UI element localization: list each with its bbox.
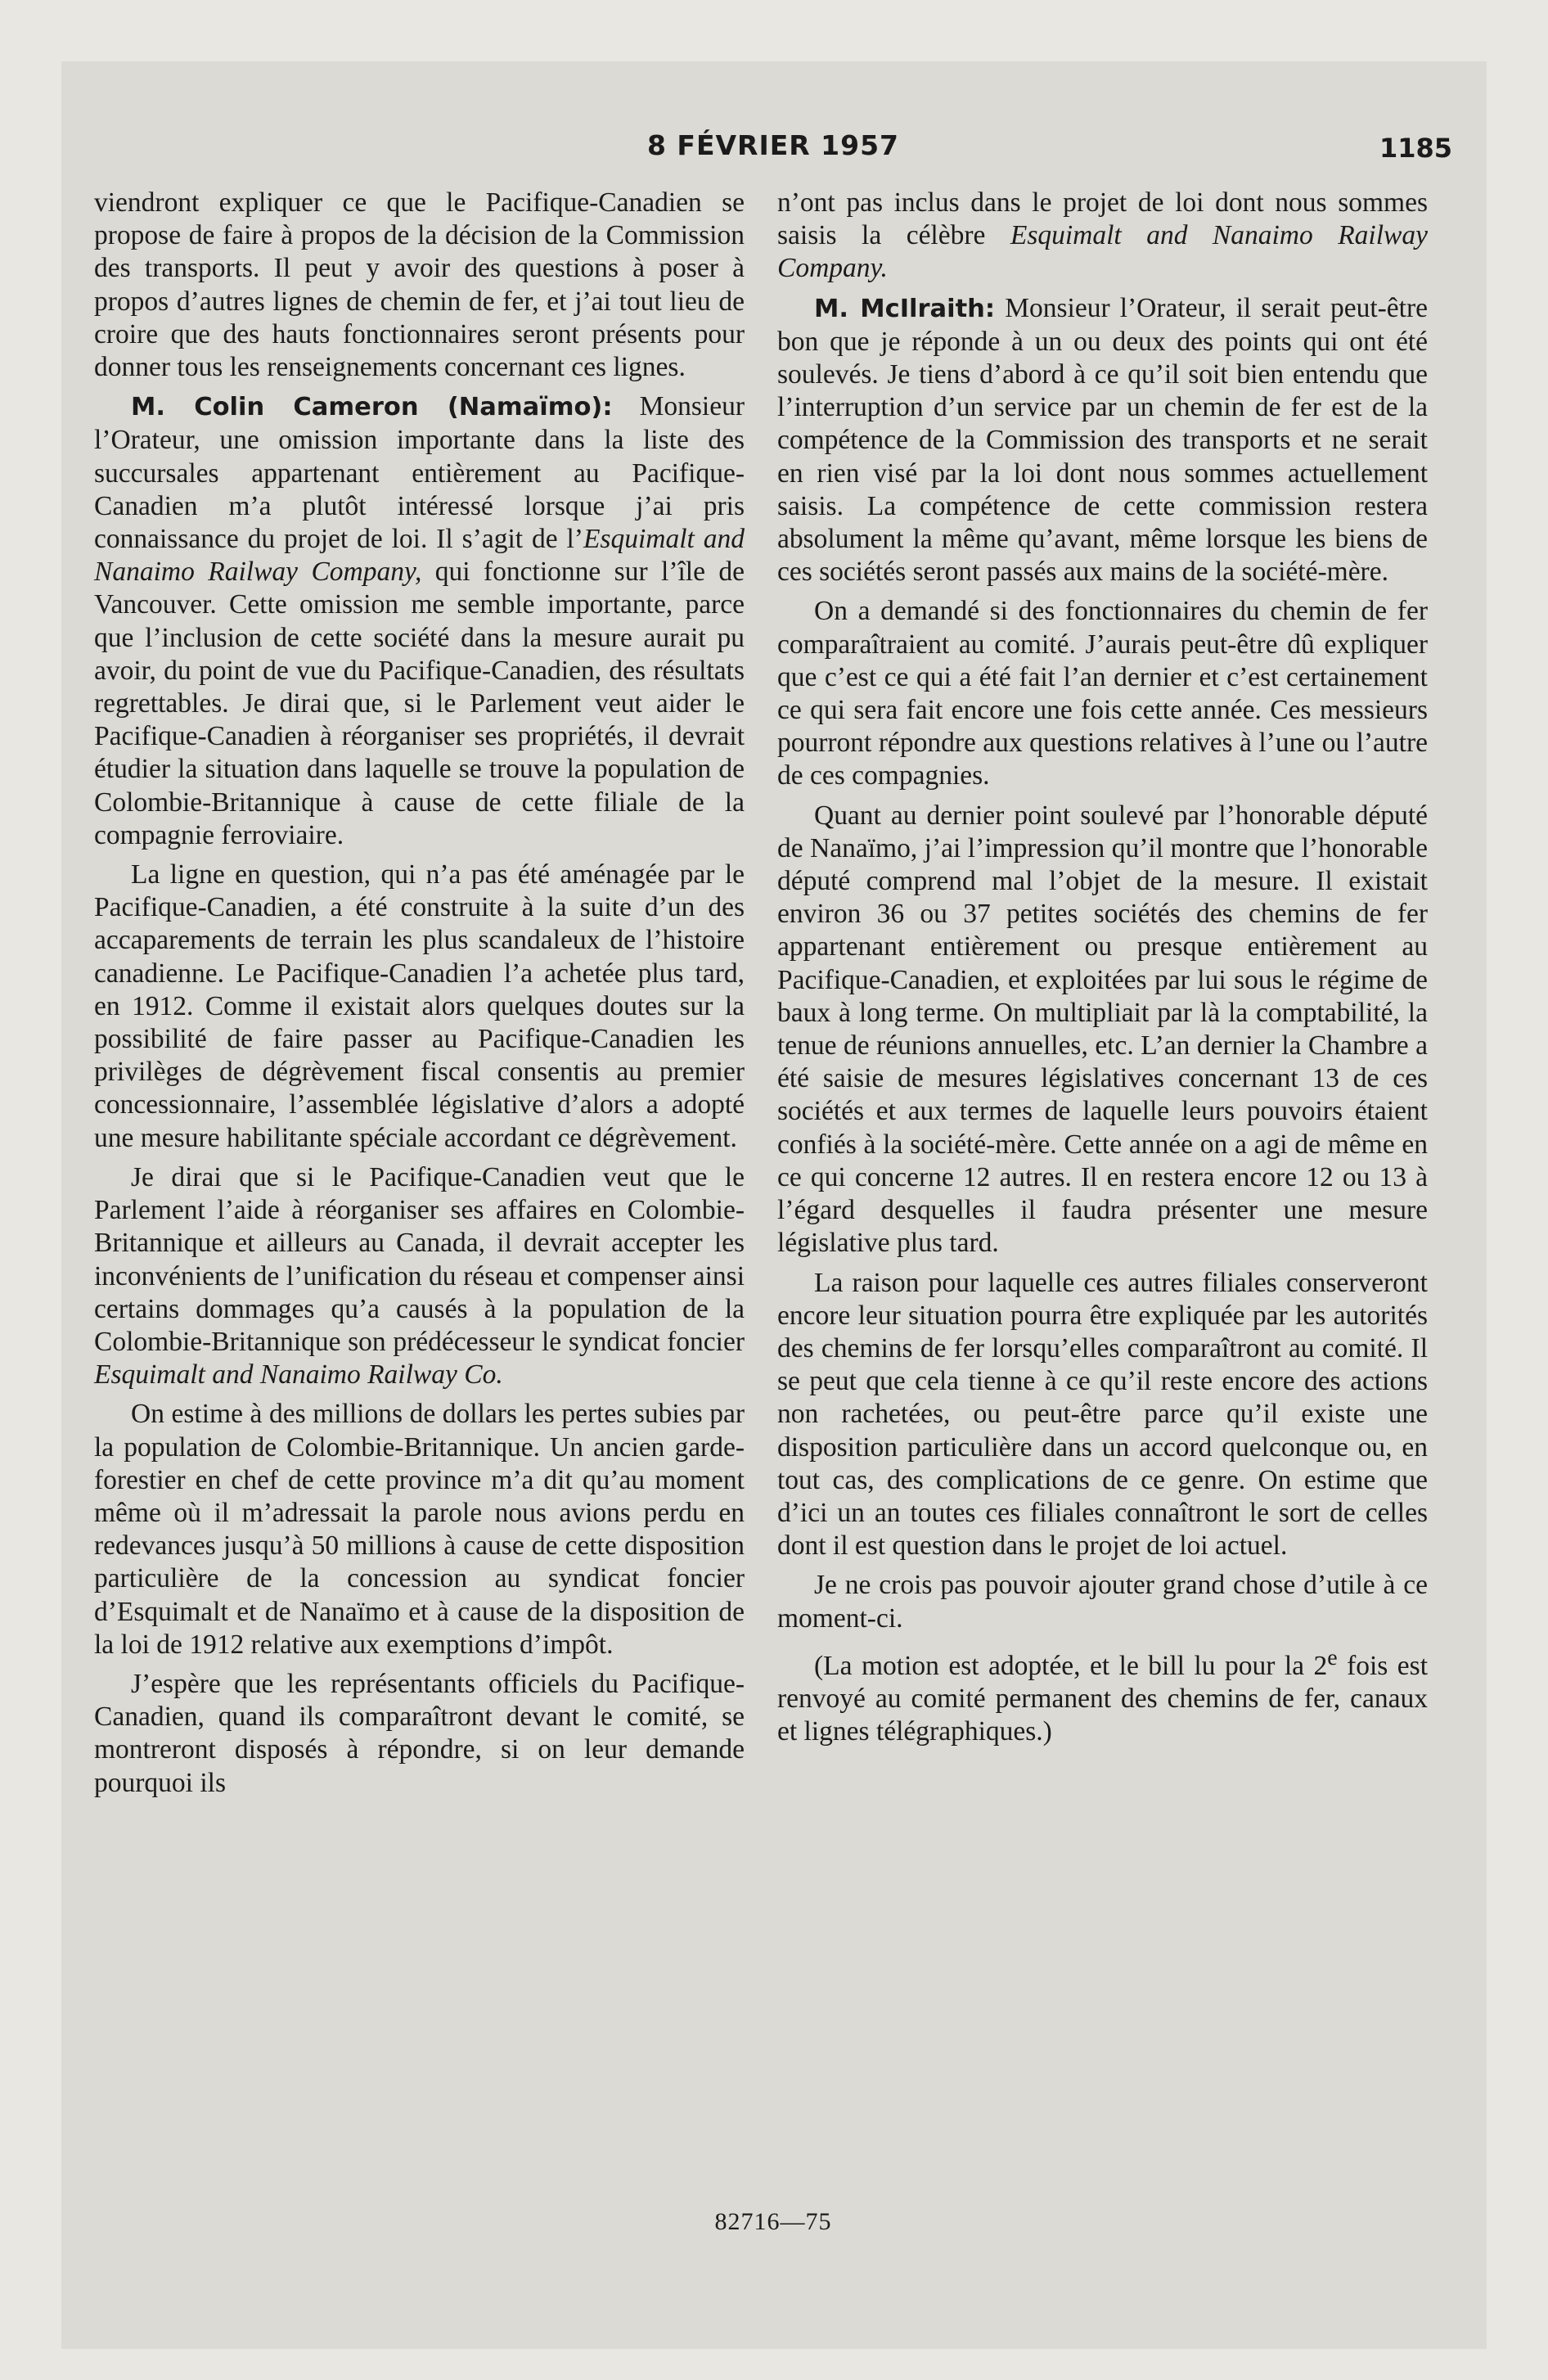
paragraph xyxy=(94,187,745,384)
paragraph-text: Monsieur l’Orateur, il serait peut-être bon que je réponde à un ou deux des points qui ont été soulevés. Je tiens d’abord à ce qu’il soit bien entendu que l’interruption d’un service par un chemin de fer est de la compétence de la Commission des transports et ne serait en rien visé par la loi dont nous sommes actuellement saisis. La compétence de cette commission restera absolument la même qu’avant, même lorsque les biens de ces sociétés seront passés aux mains de la société-mère. xyxy=(777,292,1428,588)
paragraph xyxy=(94,390,745,852)
paragraph xyxy=(777,187,1428,286)
paragraph-text: viendront expliquer ce que le Pacifique-Canadien se propose de faire à propos de la décision de la Commission des transports. Il peut y avoir des questions à poser à propos d’autres lignes de chemin de fer, et j’ai tout lieu de croire que des hauts fonctionnaires seront présents pour donner tous les renseignements concernant ces lignes. xyxy=(94,187,745,383)
italic-text: Esquimalt and Nanaimo Railway Company, xyxy=(94,524,745,588)
italic-text: Esquimalt and Nanaimo Railway Company. xyxy=(777,220,1429,284)
paragraph-text: Quant au dernier point soulevé par l’honorable député de Nanaïmo, j’ai l’impression qu’il montre que l’honorable député comprend mal l’objet de la mesure. Il existait environ 36 ou 37 petites sociétés des chemins de fer appartenant entièrement ou presque entièrement au Pacifique-Canadien, et exploitées par lui sous le régime de baux à long terme. On multipliait par là la comptabilité, la tenue de réunions annuelles, etc. L’an dernier la Chambre a été saisie de mesures législatives concernant 13 de ces sociétés et aux termes de laquelle leurs pouvoirs étaient confiés à la société-mère. Cette année on a agi de même en ce qui concerne 12 autres. Il en restera encore 12 ou 13 à l’égard desquelles il faudra présenter une mesure législative plus tard. xyxy=(777,800,1428,1259)
paragraph xyxy=(777,1642,1428,1749)
paragraph xyxy=(777,1569,1428,1634)
paragraph xyxy=(777,595,1428,792)
paragraph xyxy=(777,1267,1428,1563)
header-date: 8 FÉVRIER 1957 xyxy=(646,129,900,161)
paragraph-text: (La motion est adoptée, et le bill lu pour la 2 xyxy=(814,1650,1328,1681)
page-number: 1185 xyxy=(1379,133,1452,164)
superscript: e xyxy=(1327,1644,1338,1670)
paragraph-text: Monsieur l’Orateur, une omission importante dans la liste des succursales appartenant entièrement au Pacifique-Canadien m’a plutôt intéressé lorsque j’ai pris connaissance du projet de loi. Il s’agit de l’ xyxy=(94,391,745,555)
paragraph-text: On estime à des millions de dollars les pertes subies par la population de Colombie-Britannique. Un ancien garde-forestier en chef de cette province m’a dit qu’au moment même où il m’adressait la parole nous avions perdu en redevances jusqu’à 50 millions à cause de cette disposition particulière de la concession au syndicat foncier d’Esquimalt et de Nanaïmo et à cause de la disposition de la loi de 1912 relative aux exemptions d’impôt. xyxy=(94,1399,745,1660)
paragraph xyxy=(94,1398,745,1661)
page-header xyxy=(94,129,1452,178)
paragraph xyxy=(777,292,1428,589)
paragraph xyxy=(94,1668,745,1800)
paragraph xyxy=(94,1161,745,1391)
paragraph-text: Je dirai que si le Pacifique-Canadien veut que le Parlement l’aide à réorganiser ses affaires en Colombie-Britannique et ailleurs au Canada, il devrait accepter les inconvénients de l’unification du réseau et compenser ainsi certains dommages qu’a causés à la population de la Colombie-Britannique son prédécesseur le syndicat foncier xyxy=(94,1161,745,1357)
speaker-name: M. Colin Cameron (Namaïmo): xyxy=(131,393,613,422)
paragraph-text: Je ne crois pas pouvoir ajouter grand chose d’utile à ce moment-ci. xyxy=(777,1570,1428,1634)
paragraph xyxy=(777,800,1428,1260)
paragraph-text: n’ont pas inclus dans le projet de loi dont nous sommes saisis la célèbre xyxy=(777,187,1428,251)
paragraph-text: qui fonctionne sur l’île de Vancouver. Cette omission me semble importante, parce que l’inclusion de cette société dans la mesure aurait pu avoir, du point de vue du Pacifique-Canadien, des résultats regrettables. Je dirai que, si le Parlement veut aider le Pacifique-Canadien à réorganiser ses propriétés, il devrait étudier la situation dans laquelle se trouve la population de Colombie-Britannique à cause de cette filiale de la compagnie ferroviaire. xyxy=(94,557,745,850)
paragraph-text: La ligne en question, qui n’a pas été aménagée par le Pacifique-Canadien, a été construite à la suite d’un des accaparements de terrain les plus scandaleux de l’histoire canadienne. Le Pacifique-Canadien l’a achetée plus tard, en 1912. Comme il existait alors quelques doutes sur la possibilité de faire passer au Pacifique-Canadien les privilèges de dégrèvement fiscal consentis au premier concessionnaire, l’assemblée législative d’alors a adopté une mesure habilitante spéciale accordant ce dégrèvement. xyxy=(94,859,745,1153)
document-page xyxy=(94,123,1452,2267)
paragraph xyxy=(94,859,745,1155)
speaker-name: M. McIlraith: xyxy=(814,294,996,323)
paragraph-text: fois est renvoyé au comité permanent des chemins de fer, canaux et lignes télégraphiques.) xyxy=(777,1650,1428,1747)
italic-text: Esquimalt and Nanaimo Railway Co. xyxy=(94,1359,503,1391)
right-column xyxy=(777,187,1428,1756)
footer-code: 82716—75 xyxy=(714,2208,832,2235)
left-column xyxy=(94,187,745,1806)
paragraph-text: J’espère que les représentants officiels du Pacifique-Canadien, quand ils comparaîtront devant le comité, se montreront disposés à répondre, si on leur demande pourquoi ils xyxy=(94,1668,745,1798)
paragraph-text: La raison pour laquelle ces autres filiales conserveront encore leur situation pourra être expliquée par les autorités des chemins de fer lorsqu’elles comparaîtront au comité. Il se peut que cela tienne à ce qu’il reste encore des actions non rachetées, ou peut-être parce qu’il existe une disposition particulière dans un accord quelconque ou, en tout cas, des complications de ce genre. On estime que d’ici un an toutes ces filiales connaîtront le sort de celles dont il est question dans le projet de loi actuel. xyxy=(777,1267,1428,1562)
paragraph-text: On a demandé si des fonctionnaires du chemin de fer comparaîtraient au comité. J’aurais peut-être dû expliquer que c’est ce qui a été fait l’an dernier et c’est certainement ce qui sera fait encore une fois cette année. Ces messieurs pourront répondre aux questions relatives à l’une ou l’autre de ces compagnies. xyxy=(777,596,1428,791)
